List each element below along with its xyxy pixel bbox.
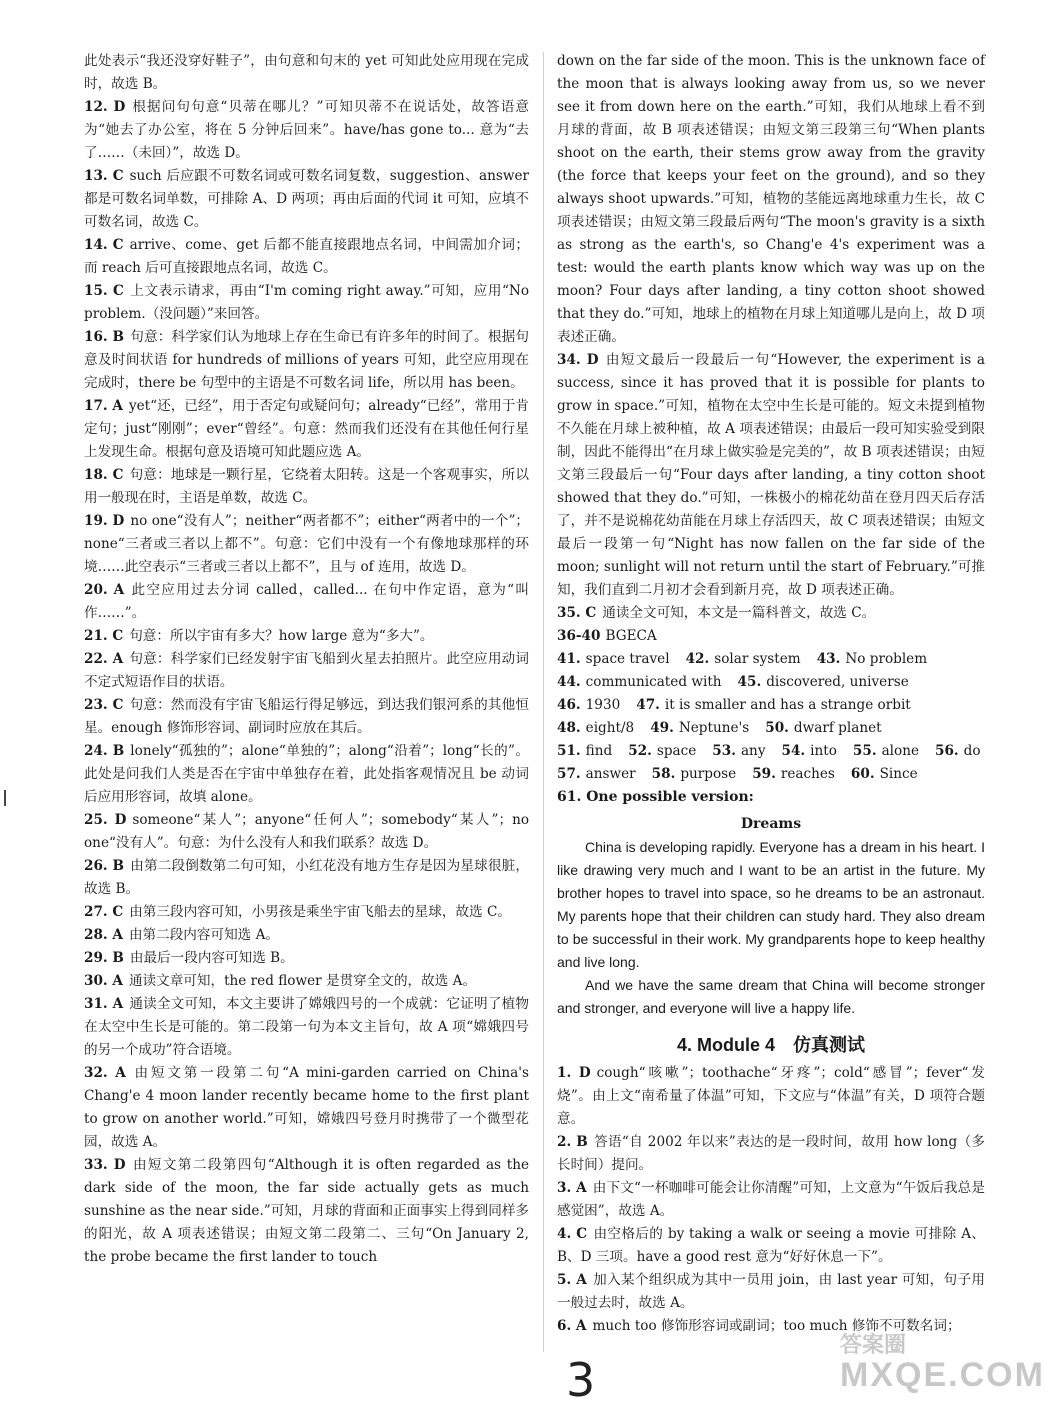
answer-line (557, 717, 985, 740)
question-number: 30. A (84, 973, 123, 989)
explanation-text: 句意：科学家们已经发射宇宙飞船到火星去拍照片。此空应用动词不定式短语作目的状语。 (84, 651, 529, 690)
question-number: 45. (737, 674, 762, 690)
answer-entry (557, 349, 985, 602)
question-number: 46. (557, 697, 581, 713)
question-number: 28. A (84, 927, 123, 943)
question-number: 55. (852, 743, 877, 759)
question-number: 52. (628, 743, 652, 759)
site-watermark (840, 1333, 1045, 1393)
answer-line (557, 763, 985, 786)
question-number: 3. A (557, 1180, 587, 1196)
answer-entry (84, 901, 529, 924)
essay-title: Dreams (740, 816, 802, 832)
answer-text: communicated with (585, 674, 722, 690)
question-number: 17. A (84, 398, 123, 414)
column-divider (543, 52, 544, 1352)
left-column (84, 50, 529, 1269)
explanation-text: 句意：地球是一颗行星，它绕着太阳转。这是一个客观事实，所以用一般现在时，主语是单数，故选 C。 (84, 467, 529, 506)
explanation-text: 此空应用过去分词 called，called... 在句中作定语，意为“叫作……”。 (84, 582, 529, 621)
question-number: 35. C (557, 605, 597, 621)
explanation-text: 句意：科学家们认为地球上存在生命已有许多年的时间了。根据句意及时间状语 for hundreds of millions of years 可知，此空应用现在完成时，there be 句型中的主语是不可数名词 life，所以用 has been。 (84, 329, 530, 391)
answer-entry (557, 50, 985, 349)
answer-text: Since (879, 766, 918, 782)
answer-entry (84, 924, 529, 947)
answer-entry (557, 1131, 985, 1177)
explanation-text: 由最后一段内容可知选 B。 (129, 950, 294, 966)
answer-text: it is smaller and has a strange orbit (664, 697, 911, 713)
question-number: 43. (816, 651, 841, 667)
explanation-text: 由第二段倒数第二句可知，小红花没有地方生存是因为星球很脏，故选 B。 (84, 858, 530, 897)
question-number: 33. D (84, 1157, 126, 1173)
answer-text: alone (881, 743, 919, 759)
question-number: 53. (712, 743, 736, 759)
explanation-text: 上文表示请求，再由“I'm coming right away.”可知，应用“No problem.（没问题）”来回答。 (84, 283, 530, 322)
question-number: 25. D (84, 812, 127, 828)
answer-text: Neptune's (678, 720, 750, 736)
question-number: 51. (557, 743, 581, 759)
explanation-text: 由短文第一段第二句“A mini-garden carried on China's Chang'e 4 moon lander recently became home to the first plant to grow on another world.”可知，嫦娥四号登月时携带了一个微型花园，故选 A。 (84, 1065, 529, 1150)
answer-entry (84, 625, 529, 648)
question-number: 50. (765, 720, 789, 736)
question-number: 12. D (84, 99, 126, 115)
answer-entry (84, 395, 529, 464)
answer-entry (557, 602, 985, 625)
answer-entry (84, 234, 529, 280)
question-number: 34. D (557, 352, 599, 368)
explanation-text: 通读全文可知，本文主要讲了嫦娥四号的一个成就：它证明了植物在太空中生长是可能的。第二段第一句为本文主旨句，故 A 项“嫦娥四号的另一个成功”符合语境。 (84, 996, 529, 1058)
explanation-text: lonely“孤独的”；alone“单独的”；along“沿着”；long“长的”。此处是问我们人类是否在宇宙中单独存在着，此处指客观情况且 be 动词后应用形容词，故填 alone。 (84, 743, 529, 805)
question-number: 20. A (84, 582, 125, 598)
question-number: 18. C (84, 467, 124, 483)
answer-text: solar system (714, 651, 801, 667)
explanation-text: 由空格后的 by taking a walk or seeing a movie 可排除 A、B、D 三项。have a good rest 意为“好好休息一下”。 (557, 1226, 985, 1265)
answer-entry (84, 694, 529, 740)
question-number: 41. (557, 651, 581, 667)
right-column (557, 50, 985, 1338)
answer-entry (84, 50, 529, 96)
answer-text: into (810, 743, 837, 759)
essay-paragraph: And we have the same dream that China will become stronger and stronger, and everyone will live a happy life. (557, 977, 985, 1016)
explanation-text: 通读文章可知，the red flower 是贯穿全文的，故选 A。 (128, 973, 477, 989)
answer-entry (557, 1269, 985, 1315)
explanation-text: 答语“自 2002 年以来”表达的是一段时间，故用 how long（多长时间）提问。 (557, 1134, 985, 1173)
explanation-text: 句意：然而没有宇宙飞船运行得足够远，到达我们银河系的其他恒星。enough 修饰形容词、副词时应放在其后。 (84, 697, 529, 736)
writing-sample (557, 786, 985, 1020)
answer-text: BGECA (605, 628, 657, 644)
question-number: 19. D (84, 513, 125, 529)
answer-entry (84, 165, 529, 234)
module4-answers (557, 1062, 985, 1338)
explanation-text: 由短文第二段第四句“Although it is often regarded as the dark side of the moon, the far side actually gets as much sunshine as the near side.”可知，月球的背面和正面事实上得到同样多的阳光，故 A 项表述错误；由短文第二段第二、三句“On January 2, the probe became the first lander to touch (84, 1157, 530, 1265)
answer-text: find (585, 743, 613, 759)
explanation-text: 由第三段内容可知，小男孩是乘坐宇宙飞船去的星球，故选 C。 (129, 904, 511, 920)
explanation-text: cough“咳嗽”；toothache“牙疼”；cold“感冒”；fever“发烧”。由上文“南希量了体温”可知，下文应与“体温”有关，D 项符合题意。 (557, 1065, 985, 1127)
answer-text: 1930 (585, 697, 621, 713)
question-number: 22. A (84, 651, 124, 667)
explanation-text: much too 修饰形容词或副词；too much 修饰不可数名词； (592, 1318, 961, 1334)
answer-line (557, 740, 985, 763)
watermark-text: 答案圈 (840, 1332, 907, 1357)
explanation-text: 此处表示“我还没穿好鞋子”，由句意和句末的 yet 可知此处应用现在完成时，故选 B。 (84, 53, 529, 92)
explanation-text: 加入某个组织成为其中一员用 join，由 last year 可知，句子用一般过去时，故选 A。 (557, 1272, 985, 1311)
essay-paragraph: China is developing rapidly. Everyone has a dream in his heart. I like drawing very much and I want to be an artist in the future. My brother hopes to travel into space, so he dreams to be an astronaut. My parents hope that their children can study hard. They also dream to be successful in their work. My grandparents hope to keep healthy and live long. (557, 839, 985, 970)
answer-entry (84, 1062, 529, 1154)
answer-entry (84, 809, 529, 855)
answer-text: dwarf planet (793, 720, 882, 736)
question-number: 27. C (84, 904, 124, 920)
explanation-text: someone“某人”；anyone“任何人”；somebody“某人”；no one“没有人”。句意：为什么没有人和我们联系？故选 D。 (84, 812, 530, 851)
answer-line (557, 625, 985, 648)
answer-text: answer (585, 766, 636, 782)
explanation-text: 由下文“一杯咖啡可能会让你清醒”可知，上文意为“午饭后我总是感觉困”，故选 A。 (557, 1180, 985, 1219)
answer-entry (84, 740, 529, 809)
answer-text: No problem (845, 651, 928, 667)
answer-text: eight/8 (585, 720, 635, 736)
question-number: 26. B (84, 858, 125, 874)
watermark-url: MXQE.COM (840, 1356, 1045, 1394)
explanation-text: yet“还，已经”，用于否定句或疑问句；already“已经”，常用于肯定句；just“刚刚”；ever“曾经”。句意：然而我们还没有在其他任何行星上发现生命。根据句意及语境可知此题应选 A。 (84, 398, 529, 460)
explanation-text: such 后应跟不可数名词或可数名词复数，suggestion、answer 都是可数名词单数，可排除 A、D 两项；再由后面的代词 it 可知，应填不可数名词，故选 C。 (84, 168, 530, 230)
explanation-text: 由第二段内容可知选 A。 (128, 927, 280, 943)
answer-entry (84, 280, 529, 326)
question-number: 60. (850, 766, 875, 782)
question-number: 2. B (557, 1134, 588, 1150)
question-number: 29. B (84, 950, 124, 966)
answer-entry (557, 1223, 985, 1269)
explanation-text: 句意：所以宇宙有多大？how large 意为“多大”。 (129, 628, 434, 644)
answer-entry (557, 1062, 985, 1131)
question-number: 57. (557, 766, 581, 782)
answer-entry (84, 96, 529, 165)
answer-entry (84, 947, 529, 970)
question-number: 47. (636, 697, 660, 713)
answer-line (557, 694, 985, 717)
explanation-text: 通读全文可知，本文是一篇科普文，故选 C。 (602, 605, 876, 621)
answer-text: any (740, 743, 766, 759)
question-number: 49. (650, 720, 674, 736)
question-number: 48. (557, 720, 581, 736)
section-title: 4. Module 4 仿真测试 (676, 1035, 865, 1055)
answer-text: reaches (780, 766, 835, 782)
answer-entry (84, 855, 529, 901)
question-number: 6. A (557, 1318, 587, 1334)
explanation-text: down on the far side of the moon. This is the unknown face of the moon that is always looking away from us, so we never see it from down here on the earth.”可知，我们从地球上看不到月球的背面，故 B 项表述错误；由短文第三段第三句“When plants shoot on the earth, their stems grow away from the gravity (the force that keeps your feet on the ground), and so they always shoot upwards.”可知，植物的茎能远离地球重力生长，故 C 项表述错误；由短文第三段最后两句“The moon's gravity is a sixth as strong as the earth's, so Chang'e 4's experiment was a test: would the earth plants know which way was up on the moon? Four days after landing, a tiny cotton shoot showed that they do.”可知，地球上的植物在月球上知道哪儿是向上，故 D 项表述正确。 (557, 53, 985, 345)
question-number: 32. A (84, 1065, 126, 1081)
question-number: 59. (752, 766, 776, 782)
answer-entry (84, 1154, 529, 1269)
question-number: 16. B (84, 329, 125, 345)
answer-text: discovered, universe (766, 674, 909, 690)
explanation-text: 由短文最后一段最后一句“However, the experiment is a success, since it has proved that it is possible for plants to grow in space.”可知，植物在太空中生长是可能的。短文未提到植物不久能在月球上被种植，故 A 项表述错误；由最后一段可知实验受到限制，因此不能得出“在月球上做实验是完美的”，故 B 项表述错误；由短文第三段最后一句“Four days after landing, a tiny cotton shoot showed that they do.”可知，一株极小的棉花幼苗在登月四天后存活了，并不是说棉花幼苗能在月球上存活四天，故 C 项表述错误；由短文最后一段第一句“Night has now fallen on the far side of the moon; sunlight will not return until the start of February.”可推知，我们直到二月初才会看到新月亮，故 D 项表述正确。 (557, 352, 986, 598)
question-number: 31. A (84, 996, 124, 1012)
explanation-text: arrive、come、get 后都不能直接跟地点名词，中间需加介词；而 reach 后可直接跟地点名词，故选 C。 (84, 237, 530, 276)
essay-heading: 61. One possible version: (557, 789, 754, 805)
explanation-text: 根据问句句意“贝蒂在哪儿？”可知贝蒂不在说话处，故答语意为“她去了办公室，将在 5 分钟后回来”。have/has gone to... 意为“去了……（未回）”，故选 D。 (84, 99, 529, 161)
question-number: 42. (685, 651, 710, 667)
answer-entry (557, 1177, 985, 1223)
answer-text: do (963, 743, 981, 759)
answer-text: space (656, 743, 697, 759)
question-number: 21. C (84, 628, 124, 644)
answer-entry (84, 648, 529, 694)
answer-entry (84, 464, 529, 510)
question-number: 14. C (84, 237, 124, 253)
explanation-text: no one“没有人”；neither“两者都不”；either“两者中的一个”；none“三者或三者以上都不”。句意：它们中没有一个有像地球那样的环境……此空表示“三者或三者以上都不”，且与 of 连用，故选 D。 (84, 513, 529, 575)
question-number: 23. C (84, 697, 124, 713)
question-number: 58. (651, 766, 676, 782)
question-number: 56. (935, 743, 959, 759)
question-number: 54. (781, 743, 806, 759)
answer-line (557, 648, 985, 671)
question-number: 1. D (557, 1065, 591, 1081)
question-number: 5. A (557, 1272, 587, 1288)
reading-answers (557, 50, 985, 625)
answer-entry (84, 326, 529, 395)
answer-text: space travel (585, 651, 670, 667)
question-number: 24. B (84, 743, 125, 759)
answer-entry (84, 970, 529, 993)
page-number: 3 (566, 1353, 596, 1407)
question-number: 44. (557, 674, 581, 690)
answer-entry (84, 579, 529, 625)
answer-entry (84, 510, 529, 579)
fill-in-answers (557, 625, 985, 786)
question-number: 15. C (84, 283, 124, 299)
question-number: 13. C (84, 168, 124, 184)
question-number: 4. C (557, 1226, 588, 1242)
answer-line (557, 671, 985, 694)
answer-entry (84, 993, 529, 1062)
answer-text: purpose (680, 766, 737, 782)
question-number: 36-40 (557, 628, 601, 644)
scan-edge-mark (4, 790, 6, 806)
